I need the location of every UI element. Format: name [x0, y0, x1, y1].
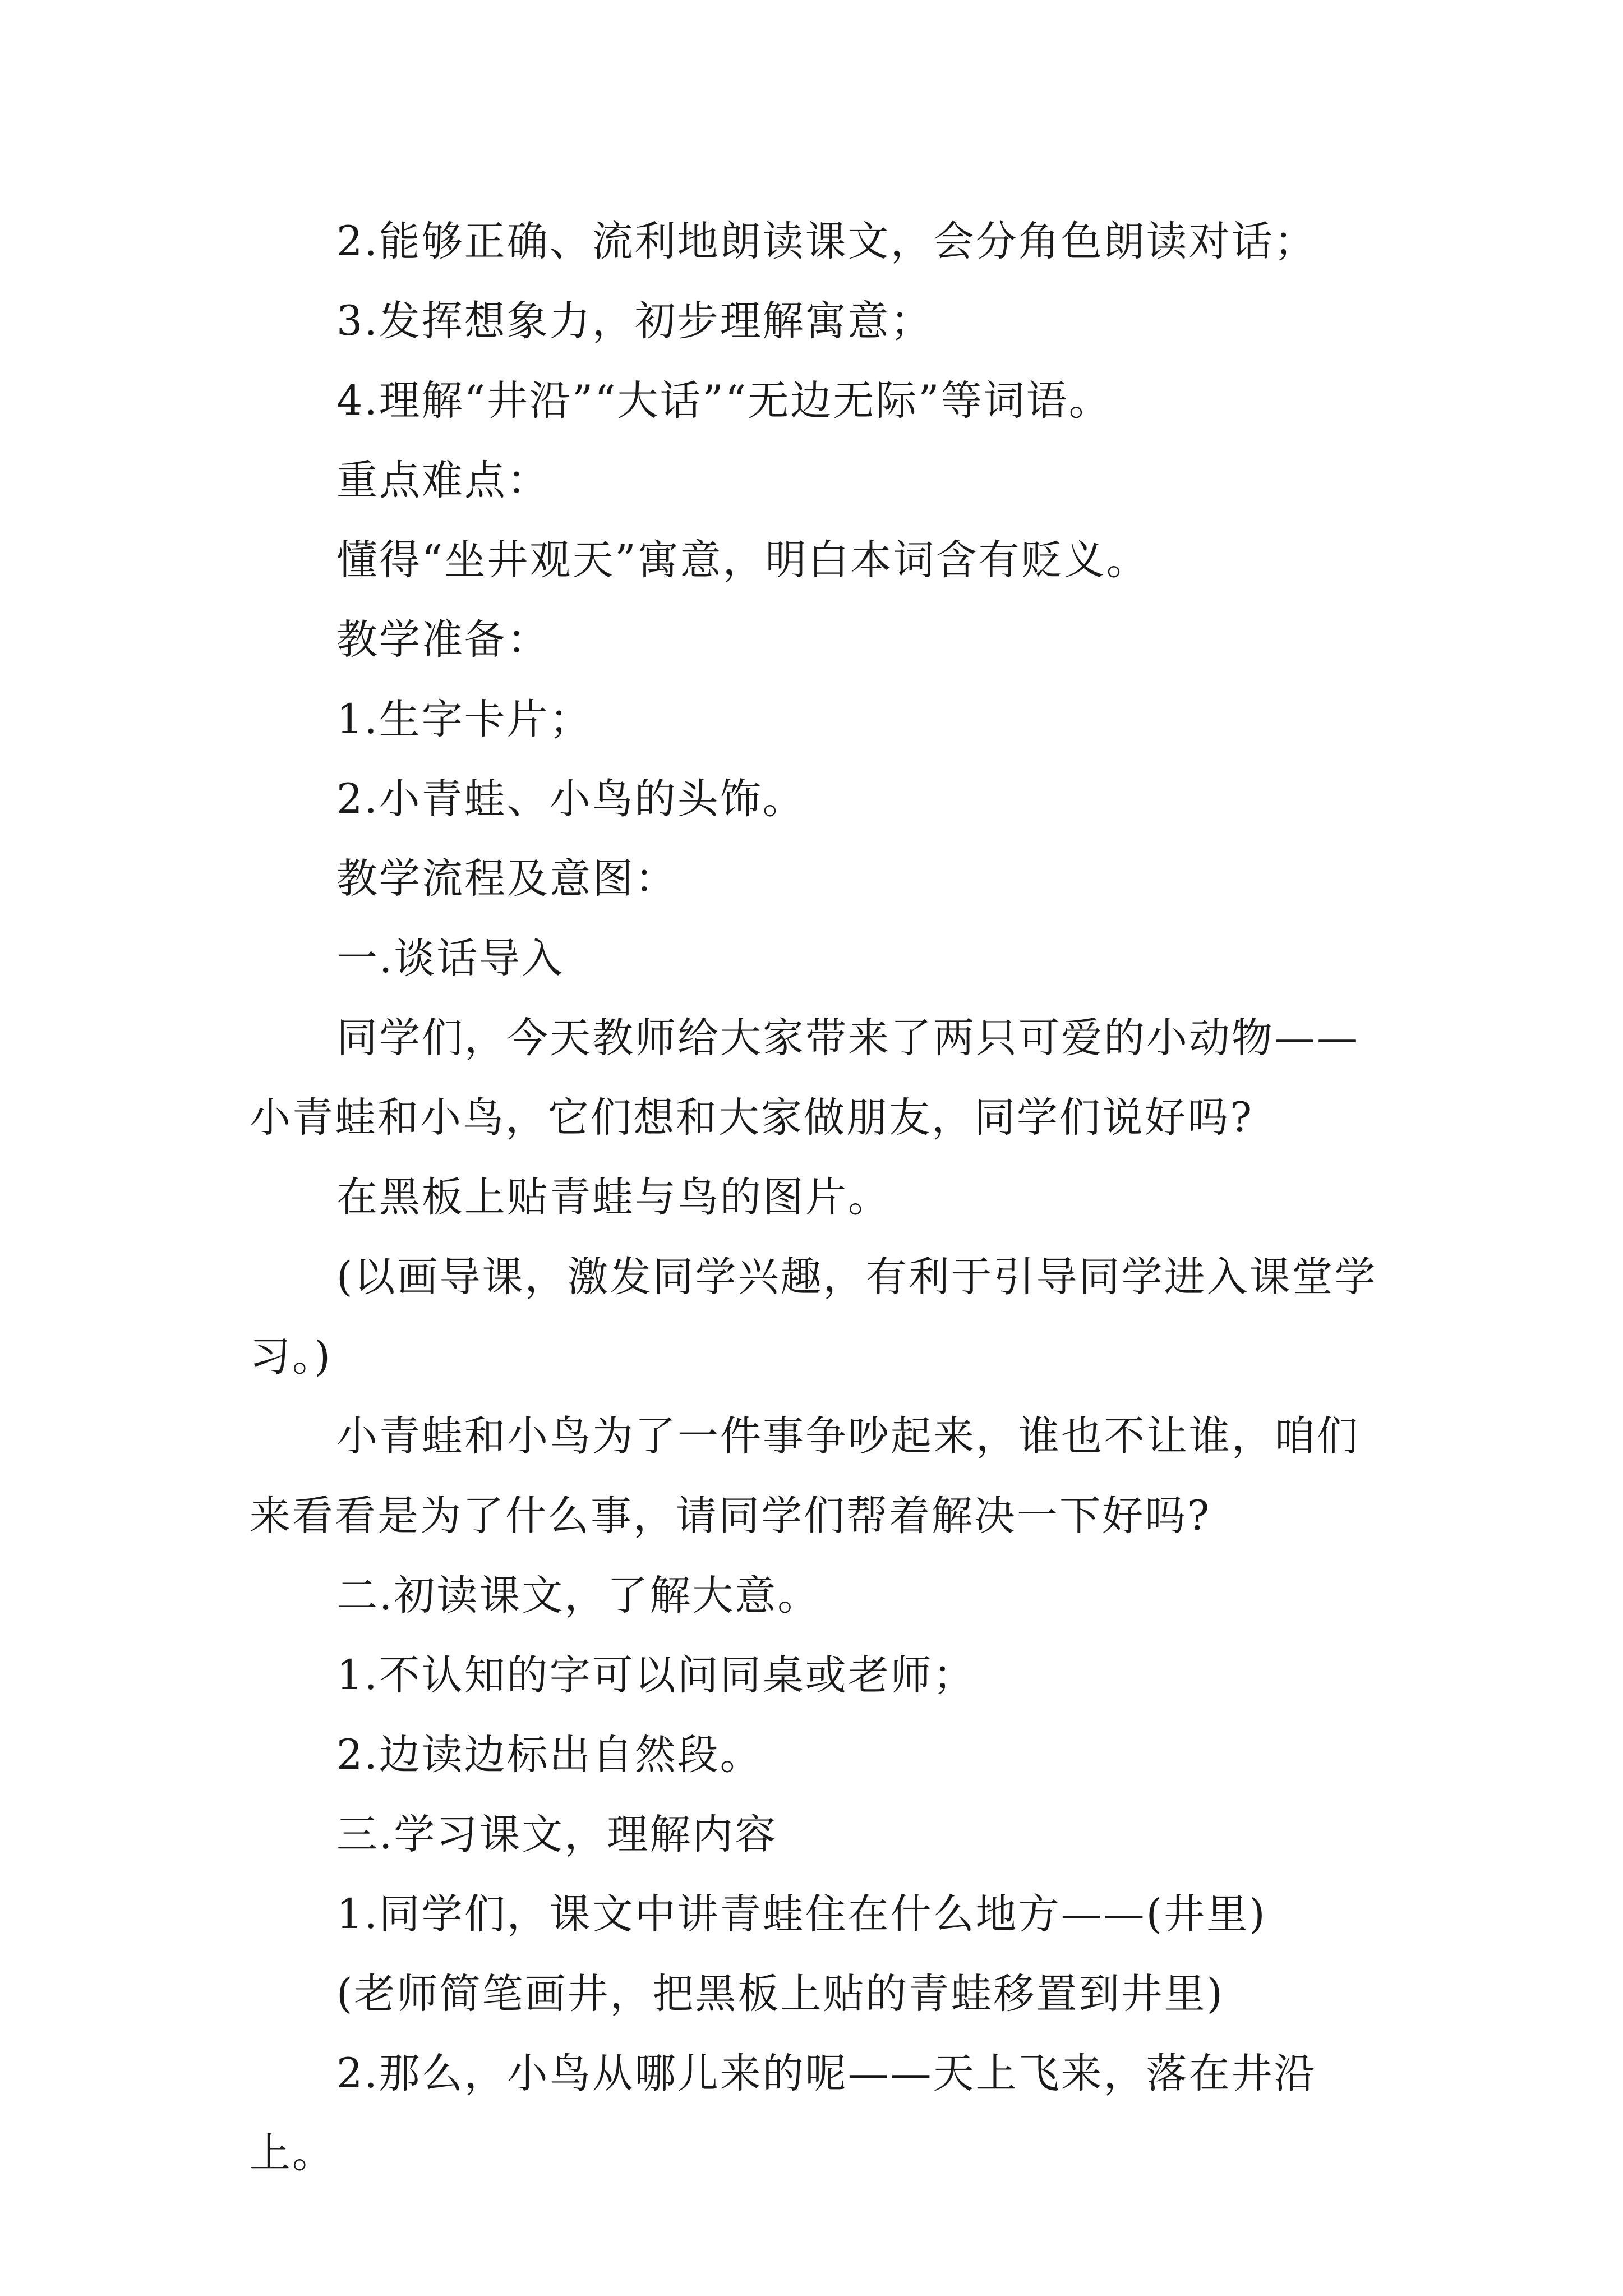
paragraph: 4.理解“井沿”“大话”“无边无际”等词语。: [336, 377, 1112, 425]
paragraph: 1.不认知的字可以问同桌或老师；: [336, 1651, 976, 1699]
section-heading: 教学准备：: [336, 616, 550, 664]
section-heading: 教学流程及意图：: [336, 855, 677, 903]
paragraph: 在黑板上贴青蛙与鸟的图片。: [336, 1174, 891, 1221]
paragraph: 2.那么，小鸟从哪儿来的呢——天上飞来，落在井沿上。: [250, 2050, 1317, 2177]
paragraph: 懂得“坐井观天”寓意，明白本词含有贬义。: [336, 536, 1149, 584]
paragraph: 3.发挥想象力，初步理解寓意；: [336, 297, 933, 345]
paragraph: 2.小青蛙、小鸟的头饰。: [336, 775, 805, 823]
section-heading: 三.学习课文，理解内容: [336, 1811, 778, 1858]
paragraph: 同学们，今天教师给大家带来了两只可爱的小动物——小青蛙和小鸟，它们想和大家做朋友，同学们说好吗?: [250, 1014, 1359, 1142]
section-heading: 二.初读课文，了解大意。: [336, 1572, 820, 1619]
section-heading: 重点难点：: [336, 457, 550, 504]
paragraph: 2.边读边标出自然段。: [336, 1731, 763, 1779]
section-heading: 一.谈话导入: [336, 935, 565, 982]
paragraph: 1.同学们，课文中讲青蛙住在什么地方——(井里): [336, 1890, 1267, 1938]
paragraph: (老师简笔画井，把黑板上贴的青蛙移置到井里): [336, 1970, 1224, 2018]
paragraph: 小青蛙和小鸟为了一件事争吵起来，谁也不让谁，咱们来看看是为了什么事，请同学们帮着解决一下好吗?: [250, 1412, 1359, 1540]
paragraph: (以画导课，激发同学兴趣，有利于引导同学进入课堂学习。): [250, 1253, 1377, 1381]
body-text: [250, 202, 1388, 2193]
paragraph: 1.生字卡片；: [336, 696, 592, 743]
paragraph: 2.能够正确、流利地朗读课文，会分角色朗读对话；: [336, 218, 1317, 265]
